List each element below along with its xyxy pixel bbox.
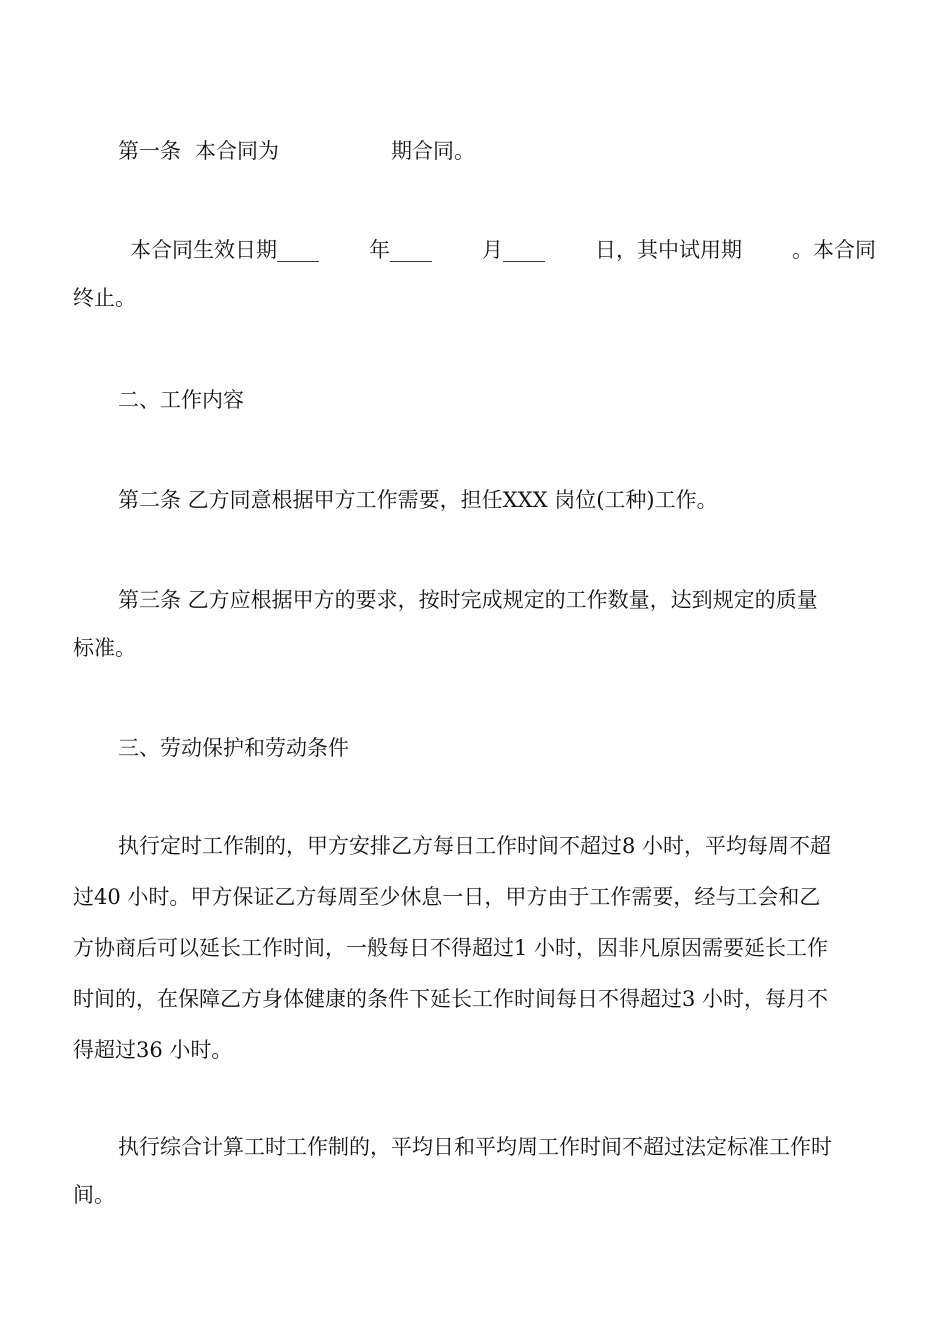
article-1 — [118, 135, 878, 167]
hours-para-line-1: 执行定时工作制的，甲方安排乙方每日工作时间不超过8 小时，平均每周不超 — [118, 834, 832, 858]
hours-para-line-2: 过40 小时。甲方保证乙方每周至少休息一日，甲方由于工作需要，经与工会和乙 — [73, 885, 821, 909]
effective-end: 。本合同 — [792, 238, 876, 262]
effective-date-start: 本合同生效日期____ — [130, 238, 319, 262]
article-1-prefix: 第一条 — [118, 139, 181, 163]
article-3-line-2: 标准。 — [73, 636, 136, 660]
article-1-text: 本合同为 — [195, 139, 279, 163]
hours-para-line-5: 得超过36 小时。 — [73, 1038, 233, 1062]
effective-continuation: 终止。 — [73, 286, 136, 310]
article-2: 第二条 乙方同意根据甲方工作需要，担任XXX 岗位(工种)工作。 — [118, 488, 718, 512]
comprehensive-para-line-1: 执行综合计算工时工作制的，平均日和平均周工作时间不超过法定标准工作时 — [118, 1135, 832, 1159]
section-3-title: 三、劳动保护和劳动条件 — [118, 736, 349, 760]
effective-date-line — [130, 234, 876, 266]
section-2-title: 二、工作内容 — [118, 388, 244, 412]
article-3-line-1: 第三条 乙方应根据甲方的要求，按时完成规定的工作数量，达到规定的质量 — [118, 588, 818, 612]
hours-para-line-3: 方协商后可以延长工作时间，一般每日不得超过1 小时，因非凡原因需要延长工作 — [73, 936, 829, 960]
effective-year: 年____ — [369, 238, 432, 262]
effective-day-probation: 日，其中试用期 — [595, 238, 742, 262]
comprehensive-para-line-2: 间。 — [73, 1183, 115, 1207]
hours-para-line-4: 时间的，在保障乙方身体健康的条件下延长工作时间每日不得超过3 小时，每月不 — [73, 987, 829, 1011]
effective-month: 月____ — [482, 238, 545, 262]
article-1-term: 期合同。 — [391, 139, 475, 163]
